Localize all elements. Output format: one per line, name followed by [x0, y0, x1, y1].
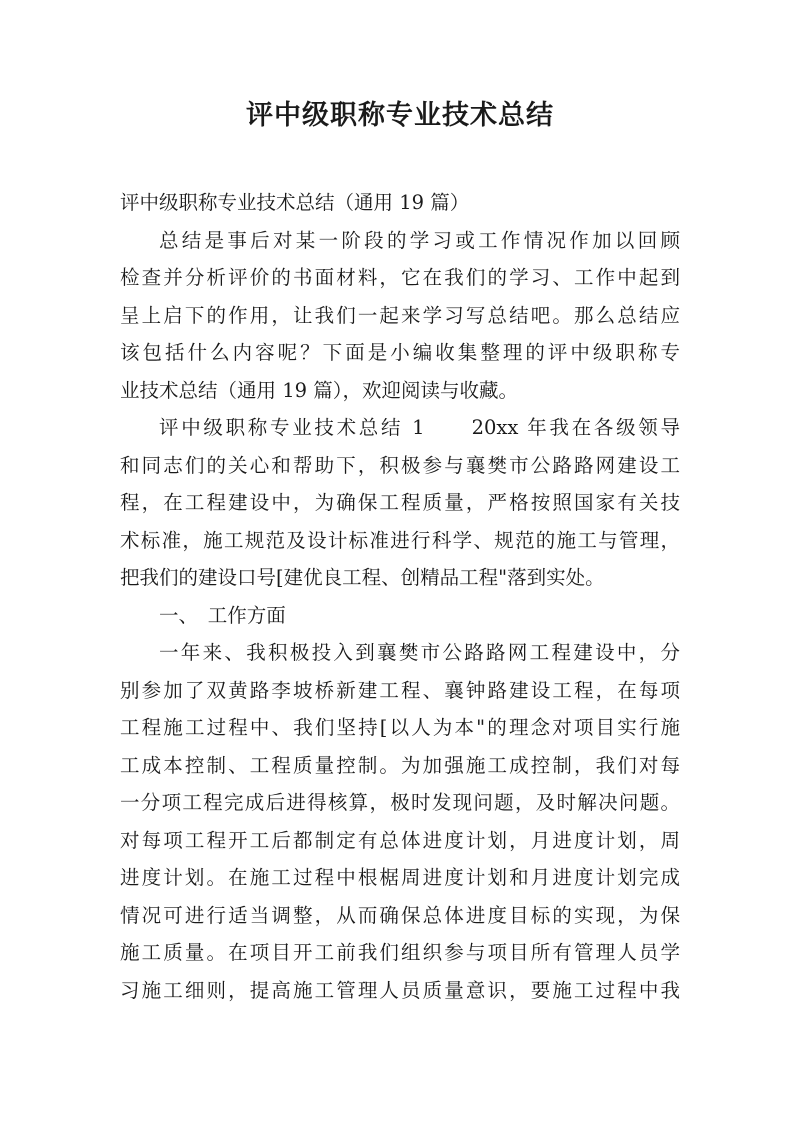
- text-line: 对每项工程开工后都制定有总体进度计划，月进度计划，周: [120, 828, 680, 852]
- text-line: 把我们的建设口号[建优良工程、创精品工程"落到实处。: [120, 566, 605, 589]
- text-line: 一分项工程完成后进得核算，极时发现问题，及时解决问题。: [120, 791, 680, 814]
- text-line: 业技术总结（通用 19 篇），欢迎阅读与收藏。: [120, 378, 518, 402]
- text-line: 一、 工作方面: [159, 603, 286, 627]
- document-body: [120, 184, 680, 1009]
- text-line: 别参加了双黄路李坡桥新建工程、襄钟路建设工程，在每项: [120, 678, 680, 702]
- text-line: 情况可进行适当调整，从而确保总体进度目标的实现，为保: [120, 903, 680, 927]
- text-line: 评中级职称专业技术总结（通用 19 篇）: [120, 191, 470, 214]
- document-title: 评中级职称专业技术总结: [246, 100, 554, 131]
- text-line: 施工质量。在项目开工前我们组织参与项目所有管理人员学: [120, 941, 680, 964]
- text-line: 评中级职称专业技术总结 1 20xx 年我在各级领导: [159, 416, 680, 439]
- text-line: 进度计划。在施工过程中根椐周进度计划和月进度计划完成: [120, 866, 680, 889]
- text-line: 工成本控制、工程质量控制。为加强施工成控制，我们对每: [120, 753, 680, 777]
- text-line: 总结是事后对某一阶段的学习或工作情况作加以回顾: [159, 228, 680, 252]
- text-line: 呈上启下的作用，让我们一起来学习写总结吧。那么总结应: [120, 303, 680, 327]
- text-line: 该包括什么内容呢？下面是小编收集整理的评中级职称专: [120, 341, 680, 364]
- text-line: 程，在工程建设中，为确保工程质量，严格按照国家有关技: [120, 491, 680, 514]
- text-line: 工程施工过程中、我们坚持[以人为本"的理念对项目实行施: [120, 716, 680, 739]
- text-line: 习施工细则，提高施工管理人员质量意识，要施工过程中我: [120, 978, 680, 1002]
- text-line: 和同志们的关心和帮助下，积极参与襄樊市公路路网建设工: [120, 453, 680, 477]
- text-line: 术标准，施工规范及设计标准进行科学、规范的施工与管理，: [120, 528, 680, 552]
- text-line: 检查并分析评价的书面材料，它在我们的学习、工作中起到: [120, 266, 680, 289]
- text-line: 一年来、我积极投入到襄樊市公路路网工程建设中，分: [159, 641, 680, 664]
